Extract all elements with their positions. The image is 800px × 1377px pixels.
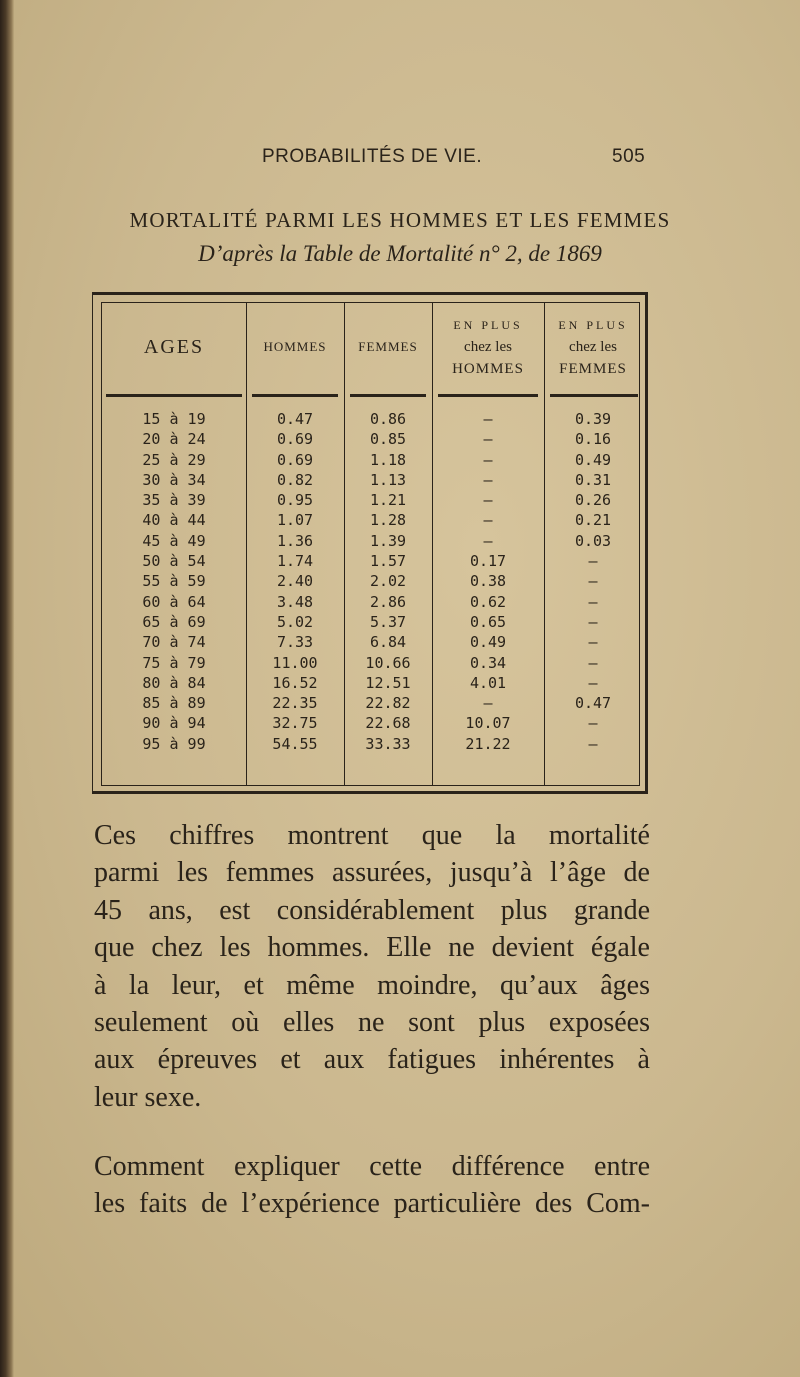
table-row (102, 551, 639, 571)
text-line: que chez les hommes. Elle ne devient égale (94, 932, 650, 964)
header-plus-hommes (432, 303, 544, 391)
header-plus-femmes (544, 303, 642, 391)
cell-femmes: 22.68 (365, 714, 411, 733)
cell-ages: 75 à 79 (142, 653, 206, 672)
text-line: à la leur, et même moindre, qu’aux âges (94, 969, 650, 1001)
cell-plus-hommes: — (483, 450, 493, 469)
header-line: chez les (464, 339, 512, 355)
table-row (102, 713, 639, 733)
header-rule (550, 394, 638, 397)
running-header (0, 146, 800, 176)
cell-femmes: 0.85 (369, 430, 407, 449)
text-line: Comment expliquer cette différence entre (94, 1151, 650, 1182)
cell-plus-hommes: 4.01 (469, 673, 507, 692)
header-ages: AGES (143, 335, 205, 358)
cell-plus-femmes: 0.16 (574, 430, 612, 449)
header-rule (350, 394, 426, 397)
cell-ages: 35 à 39 (142, 491, 206, 510)
table-row (102, 693, 639, 713)
header-line: chez les (569, 339, 617, 355)
cell-plus-hommes: — (483, 491, 493, 510)
cell-femmes: 0.86 (369, 410, 407, 428)
cell-hommes: 5.02 (276, 612, 314, 631)
cell-femmes: 1.28 (369, 511, 407, 530)
table-row (102, 409, 639, 429)
cell-plus-femmes: 0.49 (574, 450, 612, 469)
table-row (102, 450, 639, 470)
cell-femmes: 1.57 (369, 552, 407, 571)
cell-plus-femmes: 0.03 (574, 531, 612, 550)
header-line: EN PLUS (558, 318, 628, 332)
cell-femmes: 33.33 (365, 734, 411, 753)
header-line: HOMMES (452, 361, 524, 377)
cell-femmes: 1.21 (369, 491, 407, 510)
cell-plus-hommes: 0.34 (469, 653, 507, 672)
header-femmes: FEMMES (358, 339, 418, 354)
cell-ages: 55 à 59 (142, 572, 206, 591)
cell-hommes: 0.82 (276, 470, 314, 489)
cell-ages: 60 à 64 (142, 592, 206, 611)
table-row (102, 531, 639, 551)
table-row (102, 592, 639, 612)
header-hommes: HOMMES (263, 339, 327, 354)
table-row (102, 470, 639, 490)
cell-ages: 15 à 19 (142, 410, 206, 428)
cell-ages: 90 à 94 (142, 714, 206, 733)
cell-plus-femmes: — (588, 552, 598, 571)
cell-femmes: 10.66 (365, 653, 411, 672)
cell-plus-femmes: — (588, 714, 598, 733)
running-title: PROBABILITÉS DE VIE. (262, 146, 483, 167)
cell-plus-hommes: — (483, 511, 493, 530)
cell-ages: 65 à 69 (142, 612, 206, 631)
cell-hommes: 1.07 (276, 511, 314, 530)
paragraph-1 (94, 817, 650, 1116)
cell-plus-femmes: 0.26 (574, 491, 612, 510)
cell-femmes: 1.39 (369, 531, 407, 550)
cell-ages: 20 à 24 (142, 430, 206, 449)
cell-femmes: 5.37 (369, 612, 407, 631)
table-body (102, 409, 639, 754)
table-row (102, 612, 639, 632)
cell-hommes: 16.52 (272, 673, 318, 692)
page-number: 505 (612, 146, 646, 167)
cell-plus-hommes: 0.62 (469, 592, 507, 611)
header-line: FEMMES (559, 361, 627, 377)
cell-plus-hommes: — (483, 430, 493, 449)
header-rule (252, 394, 338, 397)
cell-plus-hommes: 21.22 (465, 734, 511, 753)
cell-ages: 25 à 29 (142, 450, 206, 469)
table-row (102, 653, 639, 673)
text-line: leur sexe. (94, 1081, 202, 1113)
cell-plus-femmes: — (588, 592, 598, 611)
cell-ages: 80 à 84 (142, 673, 206, 692)
cell-ages: 40 à 44 (142, 511, 206, 530)
cell-femmes: 12.51 (365, 673, 411, 692)
cell-ages: 30 à 34 (142, 470, 206, 489)
table-row (102, 734, 639, 754)
header-line: EN PLUS (453, 318, 523, 332)
paragraph-2 (94, 1148, 650, 1223)
cell-hommes: 2.40 (276, 572, 314, 591)
cell-hommes: 3.48 (276, 592, 314, 611)
cell-hommes: 0.69 (276, 450, 314, 469)
table-row (102, 490, 639, 510)
text-line: seulement où elles ne sont plus exposées (94, 1006, 650, 1038)
text-line: 45 ans, est considérablement plus grande (94, 894, 650, 926)
cell-femmes: 1.18 (369, 450, 407, 469)
cell-hommes: 54.55 (272, 734, 318, 753)
table-row (102, 632, 639, 652)
cell-plus-hommes: — (483, 531, 493, 550)
cell-plus-femmes: 0.39 (574, 410, 612, 428)
cell-femmes: 2.86 (369, 592, 407, 611)
cell-hommes: 1.74 (276, 552, 314, 571)
cell-plus-femmes: 0.21 (574, 511, 612, 530)
text-line: parmi les femmes assurées, jusqu’à l’âge de (94, 857, 650, 889)
cell-plus-hommes: 0.38 (469, 572, 507, 591)
cell-plus-hommes: — (483, 470, 493, 489)
cell-plus-hommes: — (483, 410, 493, 428)
cell-hommes: 0.95 (276, 491, 314, 510)
cell-hommes: 32.75 (272, 714, 318, 733)
cell-plus-femmes: — (588, 633, 598, 652)
mortality-table (92, 292, 648, 794)
cell-plus-femmes: — (588, 673, 598, 692)
cell-plus-femmes: — (588, 612, 598, 631)
cell-ages: 45 à 49 (142, 531, 206, 550)
cell-plus-femmes: — (588, 572, 598, 591)
cell-hommes: 0.47 (276, 410, 314, 428)
table-row (102, 429, 639, 449)
cell-hommes: 7.33 (276, 633, 314, 652)
cell-plus-hommes: — (483, 694, 493, 713)
cell-plus-hommes: 0.17 (469, 552, 507, 571)
text-line: Ces chiffres montrent que la mortalité (94, 820, 650, 851)
cell-femmes: 2.02 (369, 572, 407, 591)
mortality-table-frame (101, 302, 640, 786)
cell-hommes: 11.00 (272, 653, 318, 672)
cell-hommes: 22.35 (272, 694, 318, 713)
cell-femmes: 6.84 (369, 633, 407, 652)
table-title: MORTALITÉ PARMI LES HOMMES ET LES FEMMES (129, 208, 671, 232)
cell-ages: 85 à 89 (142, 694, 206, 713)
table-row (102, 571, 639, 591)
text-line: aux épreuves et aux fatigues inhérentes à (94, 1044, 650, 1076)
text-line: les faits de l’expérience particulière des Com- (94, 1188, 650, 1220)
table-row (102, 673, 639, 693)
cell-ages: 50 à 54 (142, 552, 206, 571)
cell-hommes: 1.36 (276, 531, 314, 550)
header-rule (106, 394, 242, 397)
book-spine-shadow (0, 0, 14, 1377)
cell-plus-femmes: 0.31 (574, 470, 612, 489)
cell-plus-femmes: — (588, 734, 598, 753)
cell-plus-femmes: 0.47 (574, 694, 612, 713)
table-row (102, 510, 639, 530)
cell-femmes: 1.13 (369, 470, 407, 489)
table-subtitle: D’après la Table de Mortalité n° 2, de 1869 (198, 241, 602, 266)
cell-plus-hommes: 0.49 (469, 633, 507, 652)
cell-ages: 70 à 74 (142, 633, 206, 652)
cell-plus-hommes: 0.65 (469, 612, 507, 631)
cell-ages: 95 à 99 (142, 734, 206, 753)
cell-hommes: 0.69 (276, 430, 314, 449)
header-rule (438, 394, 538, 397)
cell-plus-femmes: — (588, 653, 598, 672)
cell-femmes: 22.82 (365, 694, 411, 713)
cell-plus-hommes: 10.07 (465, 714, 511, 733)
